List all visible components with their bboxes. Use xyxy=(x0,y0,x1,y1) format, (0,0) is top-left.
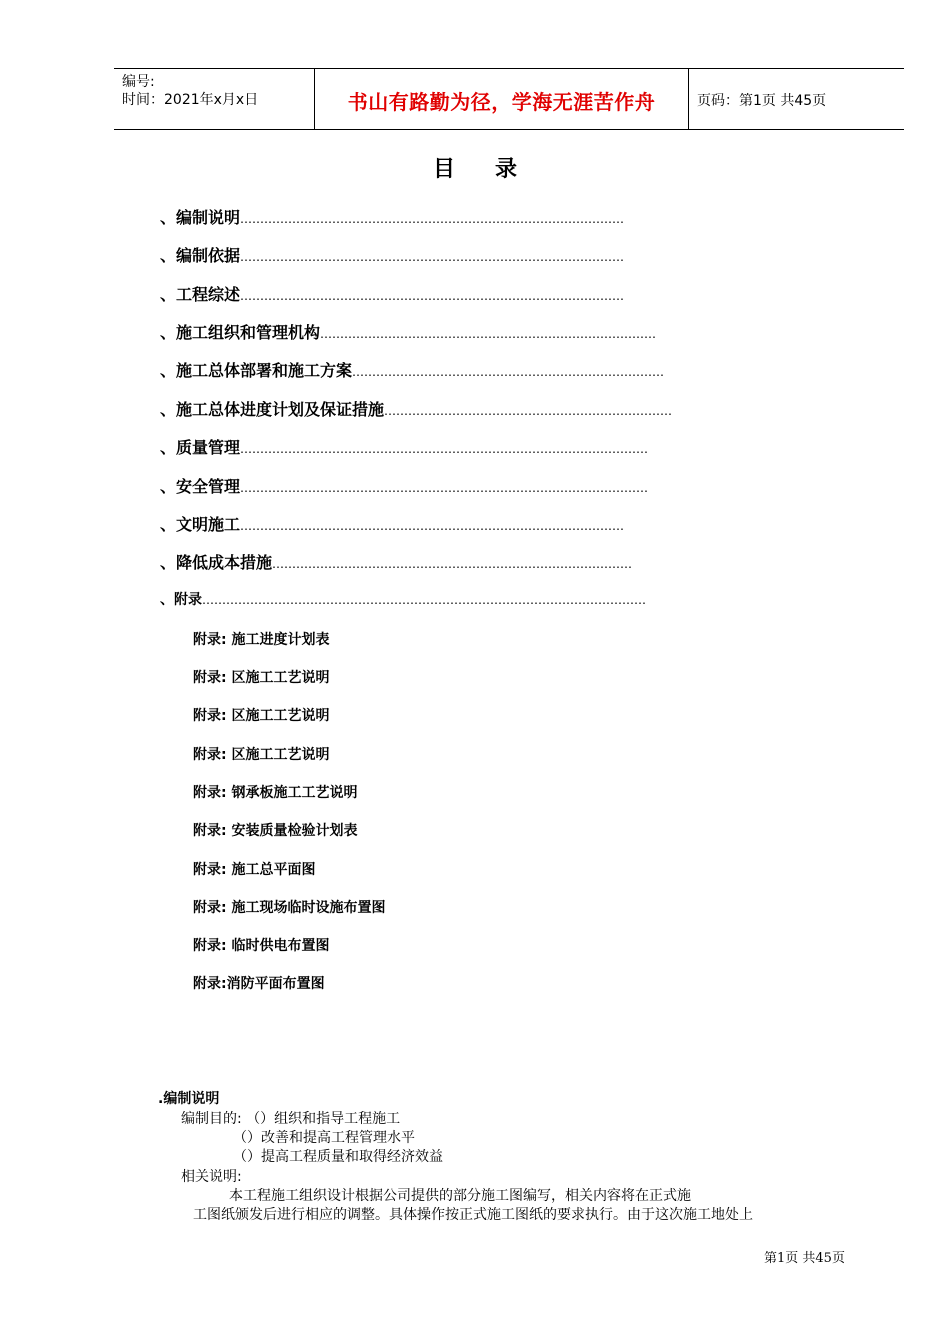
toc-entry-label: 、施工总体进度计划及保证措施 xyxy=(160,400,385,419)
toc-entry[interactable] xyxy=(160,205,624,228)
toc-entry[interactable] xyxy=(160,320,656,343)
header-page-number: 页码：第1页 共45页 xyxy=(697,93,827,109)
toc-entry-label: 、施工组织和管理机构 xyxy=(160,323,321,342)
toc-entry[interactable] xyxy=(160,435,648,458)
toc-entry-label: 、安全管理 xyxy=(160,477,241,496)
page-header xyxy=(114,68,904,130)
toc-leader-dots: …………………………………………………………………… xyxy=(352,365,665,379)
toc-title: 目录 xyxy=(432,156,557,182)
appendix-entry[interactable]: 附录: 施工现场临时设施布置图 xyxy=(193,900,386,916)
toc-entry[interactable] xyxy=(160,550,632,573)
appendix-entry[interactable]: 附录: 施工进度计划表 xyxy=(193,632,330,648)
appendix-entry[interactable]: 附录: 钢承板施工工艺说明 xyxy=(193,785,358,801)
appendix-entry[interactable]: 附录: 区施工工艺说明 xyxy=(193,747,330,763)
header-center-cell xyxy=(315,69,689,129)
toc-entry-label: 、编制说明 xyxy=(160,208,241,227)
toc-leader-dots: ………………………………………………………………………………………… xyxy=(240,481,649,495)
toc-entry[interactable] xyxy=(160,397,672,420)
header-right-cell xyxy=(689,69,904,129)
toc-leader-dots: …………………………………………………………………………………… xyxy=(240,519,625,533)
toc-entry-label: 、编制依据 xyxy=(160,246,241,265)
appendix-entry[interactable]: 附录: 区施工工艺说明 xyxy=(193,708,330,724)
toc-entry-label: 、降低成本措施 xyxy=(160,553,273,572)
toc-leader-dots: ………………………………………………………………………… xyxy=(320,327,657,341)
toc-entry[interactable] xyxy=(160,243,624,266)
toc-entry[interactable] xyxy=(160,589,646,609)
toc-entry-label: 、附录 xyxy=(160,592,202,608)
purpose-item: （）组织和指导工程施工 xyxy=(246,1111,401,1127)
toc-leader-dots: …………………………………………………………………………………… xyxy=(240,289,625,303)
toc-leader-dots: ………………………………………………………………………………………… xyxy=(240,442,649,456)
toc-entry[interactable] xyxy=(160,282,624,305)
appendix-entry[interactable]: 附录: 临时供电布置图 xyxy=(193,938,330,954)
document-time-label: 时间：2021年x月x日 xyxy=(122,92,259,108)
toc-entry[interactable] xyxy=(160,474,648,497)
toc-leader-dots: ………………………………………………………………………………………………… xyxy=(202,593,646,607)
paragraph-line: 工图纸颁发后进行相应的调整。具体操作按正式施工图纸的要求执行。由于这次施工地处上 xyxy=(193,1207,753,1223)
toc-entry-label: 、质量管理 xyxy=(160,438,241,457)
toc-entry-label: 、施工总体部署和施工方案 xyxy=(160,361,353,380)
page-footer: 第1页 共45页 xyxy=(764,1251,845,1266)
toc-leader-dots: …………………………………………………………………………………… xyxy=(240,212,625,226)
header-left-cell xyxy=(114,69,315,129)
toc-entry[interactable] xyxy=(160,512,624,535)
purpose-item: （）改善和提高工程管理水平 xyxy=(233,1130,415,1146)
toc-leader-dots: ……………………………………………………………… xyxy=(384,404,673,418)
appendix-entry[interactable]: 附录: 区施工工艺说明 xyxy=(193,670,330,686)
purpose-line xyxy=(181,1108,400,1128)
toc-entry-label: 、工程综述 xyxy=(160,285,241,304)
appendix-entry[interactable]: 附录: 施工总平面图 xyxy=(193,862,316,878)
appendix-entry[interactable]: 附录:消防平面布置图 xyxy=(193,976,325,992)
purpose-label: 编制目的: xyxy=(181,1111,242,1127)
toc-leader-dots: ……………………………………………………………………………… xyxy=(272,557,633,571)
purpose-item: （）提高工程质量和取得经济效益 xyxy=(233,1149,443,1165)
toc-entry-label: 、文明施工 xyxy=(160,515,241,534)
header-motto: 书山有路勤为径，学海无涯苦作舟 xyxy=(347,90,656,114)
related-label: 相关说明: xyxy=(181,1169,242,1185)
paragraph-line: 本工程施工组织设计根据公司提供的部分施工图编写，相关内容将在正式施 xyxy=(229,1188,691,1204)
toc-leader-dots: …………………………………………………………………………………… xyxy=(240,250,625,264)
document-number-label: 编号: xyxy=(122,74,155,90)
toc-entry[interactable] xyxy=(160,358,664,381)
appendix-entry[interactable]: 附录: 安装质量检验计划表 xyxy=(193,823,358,839)
section-title: .编制说明 xyxy=(158,1091,220,1107)
